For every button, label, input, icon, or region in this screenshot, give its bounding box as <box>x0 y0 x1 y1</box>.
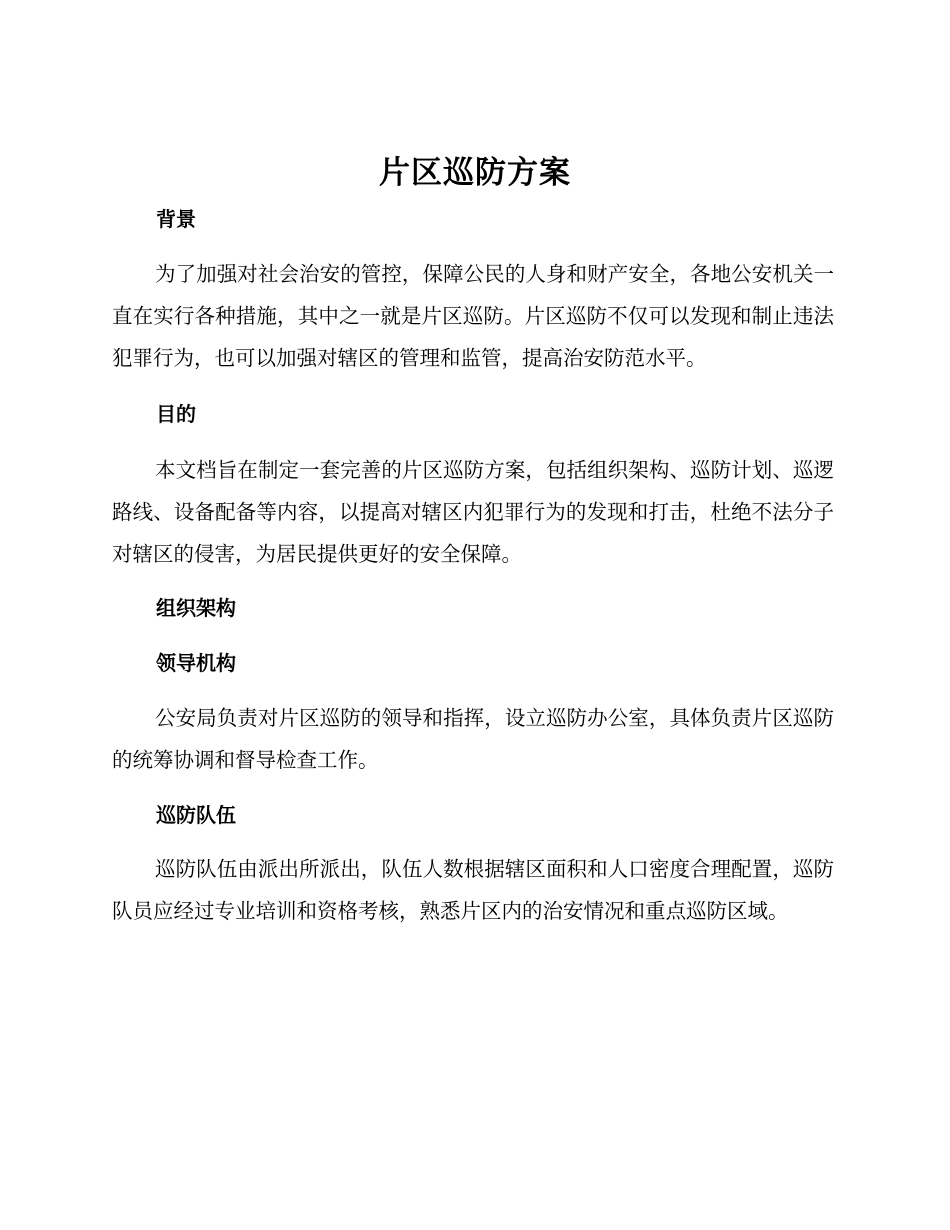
section-heading-patrol-team: 巡防队伍 <box>156 803 236 827</box>
section-heading-organization: 组织架构 <box>156 596 236 620</box>
document-title: 片区巡防方案 <box>379 155 571 191</box>
section-paragraph-patrol-team: 巡防队伍由派出所派出，队伍人数根据辖区面积和人口密度合理配置，巡防队员应经过专业培训和资格考核，熟悉片区内的治安情况和重点巡防区域。 <box>112 857 834 923</box>
section-heading-background: 背景 <box>156 207 196 231</box>
section-heading-leadership: 领导机构 <box>156 651 236 675</box>
section-paragraph-background: 为了加强对社会治安的管控，保障公民的人身和财产安全，各地公安机关一直在实行各种措施，其中之一就是片区巡防。片区巡防不仅可以发现和制止违法犯罪行为，也可以加强对辖区的管理和监管，提高治安防范水平。 <box>112 262 834 370</box>
section-paragraph-purpose: 本文档旨在制定一套完善的片区巡防方案，包括组织架构、巡防计划、巡逻路线、设备配备等内容，以提高对辖区内犯罪行为的发现和打击，杜绝不法分子对辖区的侵害，为居民提供更好的安全保障。 <box>112 458 834 566</box>
section-paragraph-leadership: 公安局负责对片区巡防的领导和指挥，设立巡防办公室，具体负责片区巡防的统筹协调和督导检查工作。 <box>112 706 834 772</box>
section-heading-purpose: 目的 <box>156 402 196 426</box>
